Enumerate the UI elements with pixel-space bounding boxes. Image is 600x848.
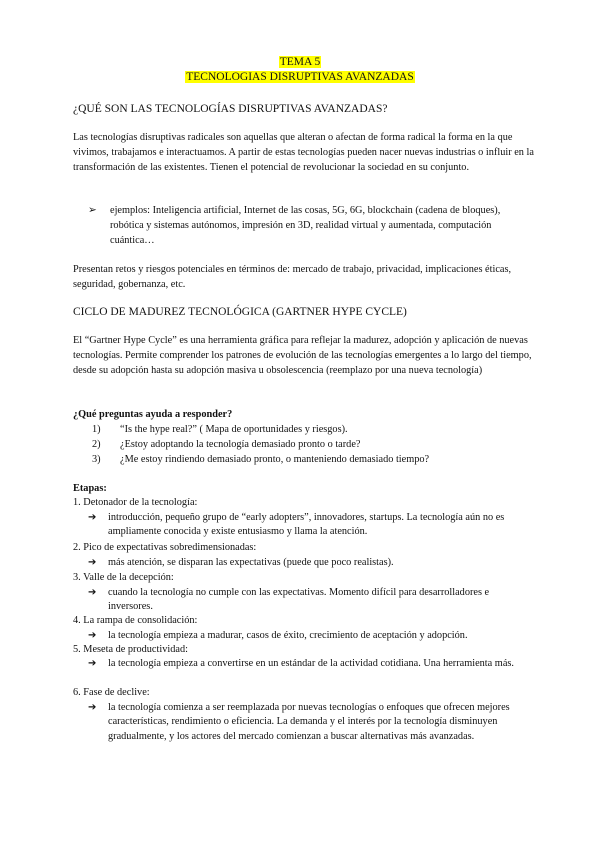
stage-description-text: más atención, se disparan las expectativas (puede que poco realistas). — [108, 557, 394, 568]
stages-heading: Etapas: — [73, 483, 107, 494]
list-item-number: 2) — [92, 439, 101, 450]
stage-title: 6. Fase de declive: — [73, 687, 150, 698]
stage-description-text: cuando la tecnología no cumple con las expectativas. Momento difícil para desarrolladores e inversores. — [108, 587, 490, 613]
arrow-right-icon: ➔ — [88, 557, 97, 568]
stage-title: 1. Detonador de la tecnología: — [73, 497, 198, 508]
stage-description-text: la tecnología comienza a ser reemplazada por nuevas tecnologías o enfoques que ofrecen mejores características, rendimiento o eficiencia. La demanda y el interés por la tecnología disminuyen gradualmente, y los actores del mercado comienzan a buscar alternativas más avanzadas. — [108, 702, 510, 742]
stage-description — [88, 586, 535, 615]
stage-title: 4. La rampa de consolidación: — [73, 615, 198, 626]
examples-text: ejemplos: Inteligencia artificial, Internet de las cosas, 5G, 6G, blockchain (cadena de bloques), robótica y sistemas autónomos, impresión en 3D, realidad virtual y aumentada, computación cuántica… — [110, 205, 501, 246]
section2-heading: CICLO DE MADUREZ TECNOLÓGICA (GARTNER HYPE CYCLE) — [73, 306, 407, 318]
list-item — [92, 437, 429, 452]
title-line-2: TECNOLOGIAS DISRUPTIVAS AVANZADAS — [186, 71, 414, 83]
stages-heading-wrap — [73, 482, 107, 496]
stage-description-text: la tecnología empieza a madurar, casos de éxito, crecimiento de aceptación y adopción. — [108, 630, 468, 641]
stage-description — [88, 511, 535, 540]
arrow-right-icon: ➔ — [88, 658, 97, 669]
arrow-right-icon: ➔ — [88, 587, 97, 598]
title-line-1: TEMA 5 — [279, 56, 321, 68]
stage-title: 2. Pico de expectativas sobredimensionadas: — [73, 542, 257, 553]
list-item — [92, 422, 429, 437]
arrow-right-icon: ➔ — [88, 512, 97, 523]
stage-description-text: la tecnología empieza a convertirse en un estándar de la actividad cotidiana. Una herramienta más. — [108, 658, 514, 669]
stage-description-text: introducción, pequeño grupo de “early adopters”, innovadores, startups. La tecnología aún no es ampliamente conocida y existe entusiasmo y llama la atención. — [108, 512, 505, 538]
list-item-text: ¿Me estoy rindiendo demasiado pronto, o manteniendo demasiado tiempo? — [120, 454, 430, 465]
list-item-number: 1) — [92, 424, 101, 435]
arrow-right-icon: ➔ — [88, 702, 97, 713]
stage-description — [88, 629, 535, 643]
questions-heading-wrap — [73, 407, 535, 422]
stage-description — [88, 657, 535, 671]
questions-list — [92, 422, 429, 467]
stage-description — [88, 701, 535, 744]
bullet-arrow-icon: ➢ — [88, 205, 97, 216]
section1-heading: ¿QUÉ SON LAS TECNOLOGÍAS DISRUPTIVAS AVANZADAS? — [73, 103, 388, 115]
stage-title: 3. Valle de la decepción: — [73, 572, 174, 583]
section1-paragraph-2: Presentan retos y riesgos potenciales en términos de: mercado de trabajo, privacidad, implicaciones éticas, seguridad, gobernanza, etc. — [73, 264, 512, 290]
list-item — [92, 452, 429, 467]
stage-description — [88, 556, 535, 570]
questions-heading: ¿Qué preguntas ayuda a responder? — [73, 409, 233, 420]
stage-title: 5. Meseta de productividad: — [73, 644, 188, 655]
list-item-number: 3) — [92, 454, 101, 465]
document-title — [0, 55, 600, 85]
examples-bullet — [88, 203, 535, 248]
section1-paragraph: Las tecnologías disruptivas radicales son aquellas que alteran o afectan de forma radical la forma en la que vivimos, trabajamos e interactuamos. A partir de estas tecnologías pueden nacer nuevas industrias o influir en la transformación de las existentes. Tienen el potencial de revolucionar la sociedad en su conjunto. — [73, 132, 534, 173]
section2-paragraph: El “Gartner Hype Cycle” es una herramienta gráfica para reflejar la madurez, adopción y aplicación de nuevas tecnologías. Permite comprender los patrones de evolución de las tecnologías emergentes a lo largo del tiempo, desde su adopción hasta su adopción masiva u obsolescencia (reemplazo por una nueva tecnología) — [73, 335, 532, 376]
list-item-text: “Is the hype real?” ( Mapa de oportunidades y riesgos). — [120, 424, 348, 435]
list-item-text: ¿Estoy adoptando la tecnología demasiado pronto o tarde? — [120, 439, 361, 450]
arrow-right-icon: ➔ — [88, 630, 97, 641]
